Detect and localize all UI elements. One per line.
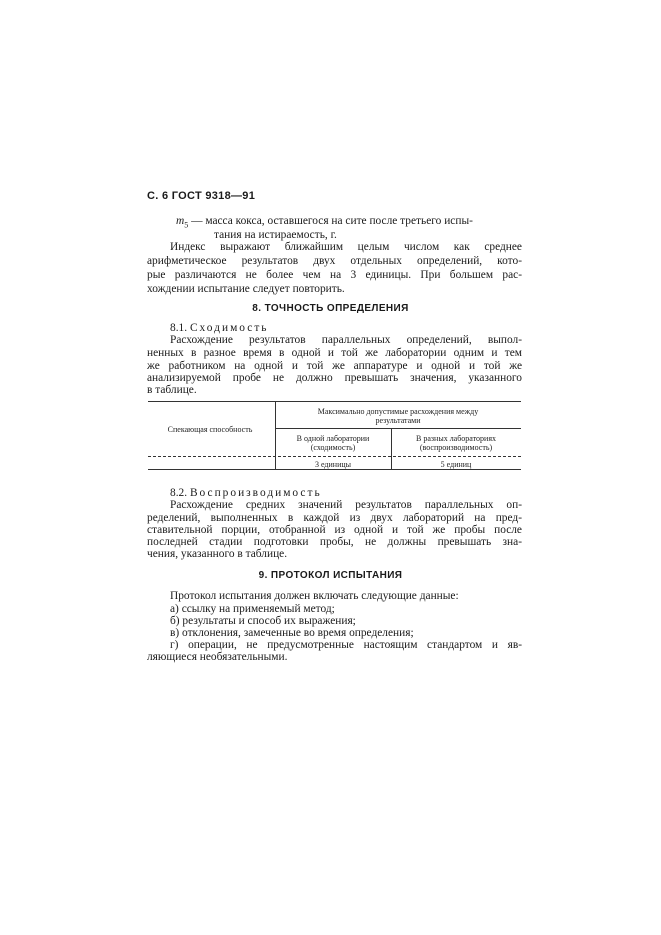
section-8-title: 8. ТОЧНОСТЬ ОПРЕДЕЛЕНИЯ	[252, 303, 409, 314]
s9-list-item: г) операции, не предусмотренные настоящим стандартом и яв-	[170, 639, 522, 651]
m5-definition-line2: тания на истираемость, г.	[214, 229, 337, 241]
m5-subscript: 5	[184, 220, 189, 230]
s9-list-item: в) отклонения, замеченные во время определения;	[170, 627, 414, 639]
index-paragraph-line: хождении испытание следует повторить.	[147, 283, 345, 295]
s9-list-item-continuation: ляющиеся необязательными.	[147, 651, 288, 663]
index-paragraph-line: Индекс выражают ближайшим целым числом как среднее	[170, 241, 522, 253]
s81-paragraph-line: анализируемой пробе не должно превышать значения, указанного	[147, 372, 522, 384]
subsection-8-2-number: 8.2.	[170, 487, 188, 499]
table-bottom-rule	[148, 469, 521, 470]
s82-paragraph-line: ставительной порции, отобранной из одной и той же пробы после	[147, 524, 522, 536]
s82-paragraph-line: ределений, выполненных в каждой из двух лабораторий на пред-	[147, 512, 522, 524]
table-col1-value: 3 единицы	[314, 460, 351, 469]
index-paragraph-line: арифметическое результатов двух отдельных определений, кото-	[147, 255, 522, 267]
m5-symbol: m	[176, 215, 185, 227]
page-header: С. 6 ГОСТ 9318—91	[147, 190, 256, 202]
table-values-rule	[148, 456, 521, 457]
subsection-8-1-number: 8.1.	[170, 322, 188, 334]
table-group-rule	[275, 428, 521, 429]
m5-definition-text: — масса кокса, оставшегося на сите после третьего испы-	[188, 215, 473, 227]
subsection-8-1-title: Сходимость	[189, 322, 269, 334]
table-col1-header: В одной лаборатории (сходимость)	[296, 434, 370, 452]
s82-paragraph-line: чения, указанного в таблице.	[147, 548, 288, 560]
subsection-8-2-heading	[170, 487, 322, 499]
table-divider-vertical	[275, 401, 276, 469]
table-top-rule	[148, 401, 521, 402]
s81-paragraph-line: же работником на одной и той же аппаратуре и одной и той же	[147, 360, 522, 372]
section-9-title: 9. ПРОТОКОЛ ИСПЫТАНИЯ	[258, 570, 403, 581]
s9-paragraph-line: Протокол испытания должен включать следующие данные:	[170, 590, 459, 602]
s81-paragraph-line: в таблице.	[147, 384, 197, 396]
index-paragraph-line: рые различаются не более чем на 3 единицы. При большем рас-	[147, 269, 522, 281]
subsection-8-2-title: Воспроизводимость	[189, 487, 322, 499]
table-col2-value: 5 единиц	[440, 460, 472, 469]
s82-paragraph-line: Расхождение средних значений результатов параллельных оп-	[170, 499, 522, 511]
s82-paragraph-line: последней стадии подготовки пробы, не должны превышать зна-	[147, 536, 522, 548]
s81-paragraph-line: Расхождение результатов параллельных определений, выпол-	[170, 334, 522, 346]
table-row-header: Спекающая способность	[167, 425, 253, 434]
s81-paragraph-line: ненных в разное время в одной и той же лаборатории одним и тем	[147, 347, 522, 359]
table-col2-header: В разных лабораториях (воспроизводимость)	[415, 434, 496, 452]
subsection-8-1-heading	[170, 322, 269, 334]
table-group-header: Максимально допустимые расхождения между результатами	[317, 407, 479, 425]
s9-list-item: а) ссылку на применяемый метод;	[170, 603, 335, 615]
table-col-divider	[391, 428, 392, 469]
s9-list-item: б) результаты и способ их выражения;	[170, 615, 356, 627]
